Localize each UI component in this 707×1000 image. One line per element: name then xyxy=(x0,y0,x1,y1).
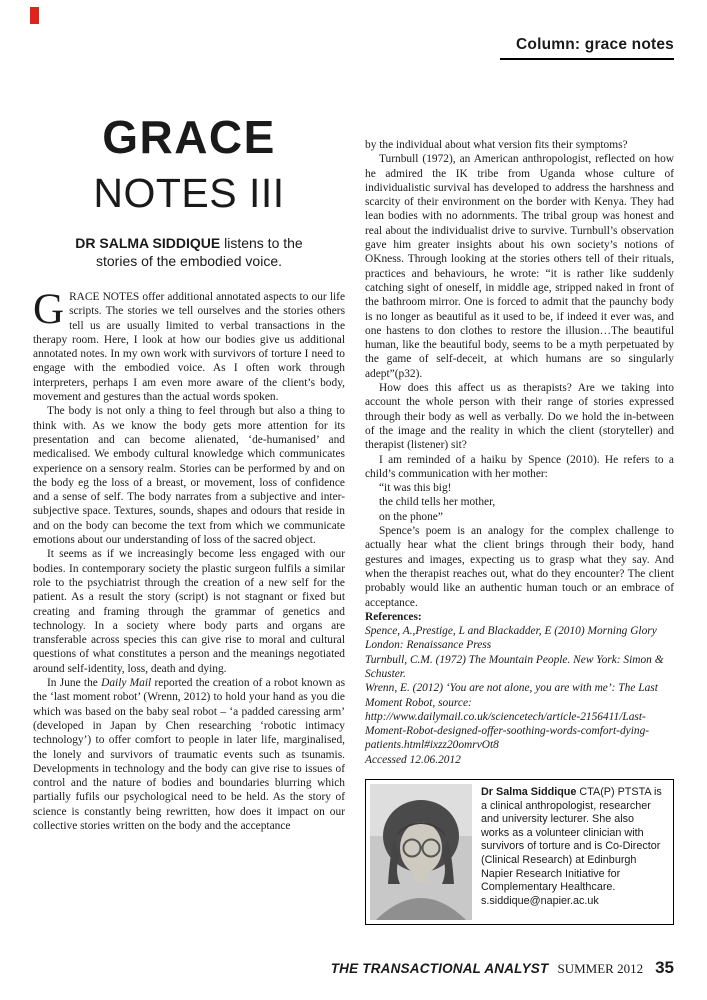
haiku-line: the child tells her mother, xyxy=(379,496,496,509)
reference-entry: Turnbull, C.M. (1972) The Mountain People. New York: Simon & Schuster. xyxy=(365,653,664,680)
paragraph xyxy=(33,286,345,404)
paragraph: I am reminded of a haiku by Spence (2010). He refers to a child’s communication with her mother: xyxy=(365,453,674,480)
paragraph-text: RACE NOTES offer additional annotated aspects to our life scripts. The stories we tell ourselves and the stories others tell us are usually limited to verbal transactions in the therapy room. Here, I look at how our bodies give us additional annotated notes. In my own work with survivors of torture I need to engage with the embodied voice. As I often work through interpreters, perhaps I am even more aware of the client’s body, movement and gestures than the actual words spoken. xyxy=(33,291,345,404)
left-column xyxy=(33,112,345,833)
author-name: Dr Salma Siddique xyxy=(481,786,577,799)
haiku-line: on the phone” xyxy=(379,510,443,523)
paragraph: It seems as if we increasingly become less engaged with our bodies. In contemporary society the plastic surgeon fulfils a similar role to the psychiatrist through the creation of a new self for the patient. As a result the story (script) is not stagnant or fixed but creating and framing through the grammar of genetics and technology. In a society where body parts and organs are transferable across species this can give rise to moral and cultural questions of what constitutes a person and the meanings negotiated around self-identity, loss, death and dying. xyxy=(33,548,345,675)
author-bio-text xyxy=(481,784,669,910)
article-body-left xyxy=(33,286,345,833)
reference-entry: Wrenn, E. (2012) ‘You are not alone, you are with me’: The Last Moment Robot, source: http://www.dailymail.co.uk/sciencetech/article-2156411/Last-Moment-Robot-designed-offer-soothing-words-comfort-dying-patients.html#ixzz20omrvOt8 xyxy=(365,682,658,752)
author-description: CTA(P) PTSTA is a clinical anthropologist, researcher and university lecturer. She also works as a volunteer clinician with survivors of torture and is Co-Director (Clinical Research) at Edinburgh Napier Research Initiative for Complementary Healthcare. s.siddique@napier.ac.uk xyxy=(481,786,662,907)
references-heading-text: References: xyxy=(365,610,422,623)
article-body-right xyxy=(365,138,674,767)
reference-entry: Accessed 12.06.2012 xyxy=(365,753,461,766)
page-header xyxy=(500,36,674,60)
reference-entry: Spence, A.,Prestige, L and Blackadder, E (2010) Morning Glory London: Renaissance Press xyxy=(365,625,657,652)
paragraph-text: In June the xyxy=(47,677,102,690)
byline-text: listens to the stories of the embodied voice. xyxy=(96,235,303,269)
column-label: Column: grace notes xyxy=(500,36,674,60)
paragraph xyxy=(33,676,345,833)
paragraph: The body is not only a thing to feel through but also a thing to think with. As we know the body gets more attention for its presentation and can become alienated, ‘de-humanised’ and medicalised. We embody cultural knowledge which communicates experience on a sensory realm. Stories can be performed by and on the body eg the loss of a breast, or movement, loss of confidence and a sense of self. The body narrates from a subjective and inter-subjective space. Textures, sounds, shapes and odours that reside in and on the body can become the text from which we communicate emotions about our understanding of loss of the sacred object. xyxy=(33,405,345,547)
paragraph-text: reported the creation of a robot known as the ‘last moment robot’ (Wrenn, 2012) to hold your hand as you die which was based on the baby seal robot – ‘a padded caressing arm’ (developed in Japan by Chen researching ‘robotic intimacy technology’) to offer comfort to people in later life, marginalised, the lonely and survivors of traumatic events such as tsunamis. Developments in technology and the body can give rise to issues of control and the nature of bodies and boundaries blurring which partially fufils our psychological need to be held. As the story of science is constantly being rewritten, how does it impact on our collective stories written on the body and the acceptance xyxy=(33,677,345,832)
paragraph: by the individual about what version fits their symptoms? xyxy=(365,139,628,151)
article-title-line2: NOTES III xyxy=(93,170,285,216)
page-footer xyxy=(331,958,674,978)
byline-author: DR SALMA SIDDIQUE xyxy=(75,235,221,251)
author-photo xyxy=(370,784,472,920)
journal-title: THE TRANSACTIONAL ANALYST xyxy=(330,961,549,976)
right-column xyxy=(365,118,674,925)
paragraph: Turnbull (1972), an American anthropologist, reflected on how he admired the IK tribe from Uganda whose culture of individualistic survival has developed to address the harshness and scarcity of their environment on the border with Kenya. They had lean bodies with no adornments. The tribal group was honest and real about the individualist drive to survive. Turnbull’s observation gave him greater insights about his own society’s notions of OKness. Through looking at the stories others tell of their rituals, practices and behaviours, he wrote: “it is rather like suddenly catching sight of oneself, in middle age, stripped naked in front of the bathroom mirror. One is forced to admit that the paunchy body is no longer as beautiful as it used to be, if indeed it ever was, and one hastens to don clothes to restore the illusion…The beautiful human, like the beautiful body, seems to be a myth perpetuated by the game of self-deceit, at which humans are so singularly adept”(p32). xyxy=(365,153,674,380)
page-number: 35 xyxy=(655,958,674,977)
references-heading xyxy=(365,610,674,624)
dropcap: G xyxy=(33,286,65,333)
article-title-line1: GRACE xyxy=(102,111,276,163)
byline xyxy=(63,234,315,270)
paragraph: How does this affect us as therapists? Are we taking into account the whole person with their range of stories expressed through their body as well as verbally. Do we hold the in-between of the image and the reality in which the client (storyteller) and therapist (listener) sit? xyxy=(365,382,674,452)
issue-label: SUMMER 2012 xyxy=(557,961,644,976)
italic-publication-name: Daily Mail xyxy=(101,677,152,690)
haiku-quote xyxy=(379,481,674,524)
paragraph: Spence’s poem is an analogy for the complex challenge to actually hear what the client brings through their body, hand gestures and images, expecting us to grasp what they say. And when the therapist reaches out, what do they encounter? The client probably would like an authentic human touch or an embrace of acceptance. xyxy=(365,525,674,609)
haiku-line: “it was this big! xyxy=(379,482,452,495)
red-registration-mark xyxy=(30,7,39,24)
author-bio-box xyxy=(365,779,674,925)
